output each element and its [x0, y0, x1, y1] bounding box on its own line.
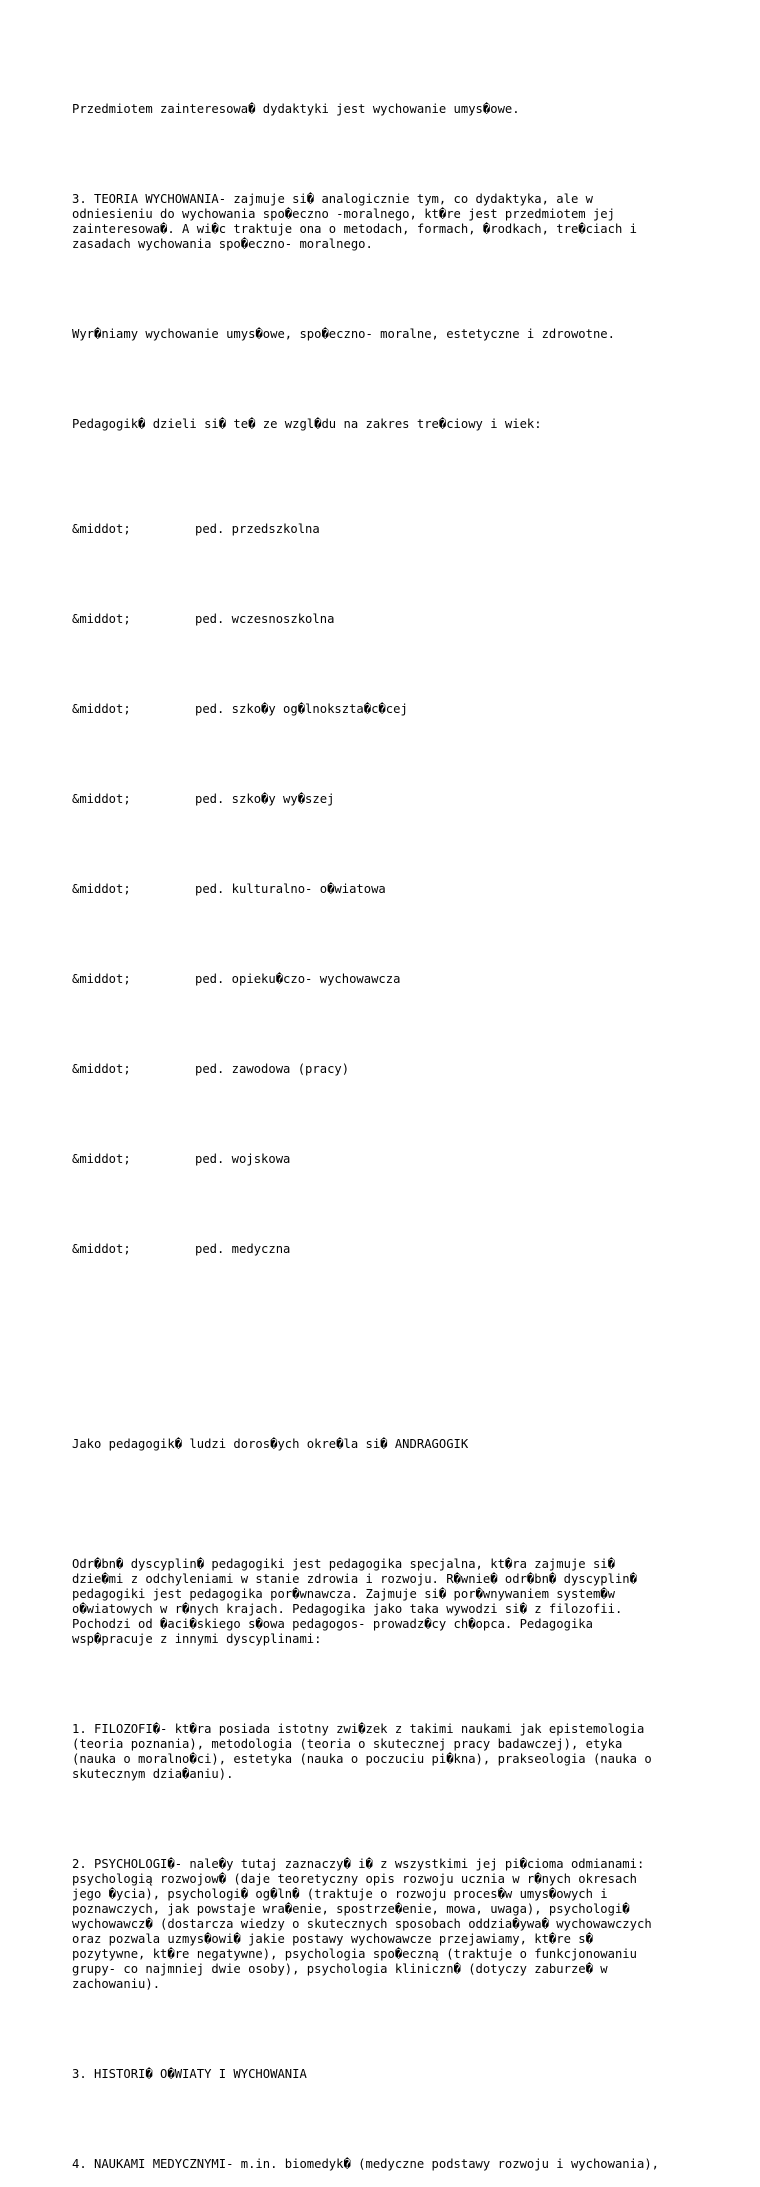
bullet-marker: &middot;: [72, 1152, 131, 1166]
list-item: [72, 882, 712, 897]
bullet-marker: &middot;: [72, 1242, 131, 1256]
bullet-marker: &middot;: [72, 792, 131, 806]
paragraph-kinds-of-upbringing: Wyr�niamy wychowanie umys�owe, spo�eczno- moralne, estetyczne i zdrowotne.: [72, 327, 615, 341]
bullet-marker: &middot;: [72, 612, 131, 626]
list-item: [72, 972, 712, 987]
paragraph-theory-of-upbringing: 3. TEORIA WYCHOWANIA- zajmuje si� analogicznie tym, co dydaktyka, ale w odniesieniu do wychowania spo�eczno -moralnego, kt�re jest przedmiotem jej zainteresowa�. A wi�c traktuje ona o metodach, formach, �rodkach, tre�ciach i zasadach wychowania spo�eczno- moralnego.: [72, 192, 637, 251]
list-item-text: ped. medyczna: [195, 1242, 291, 1256]
paragraph-andragogy: Jako pedagogik� ludzi doros�ych okre�la si� ANDRAGOGIK: [72, 1437, 469, 1451]
bullet-marker: &middot;: [72, 882, 131, 896]
bullet-marker: &middot;: [72, 522, 131, 536]
paragraph-pedagogy-division: Pedagogik� dzieli si� te� ze wzgl�du na zakres tre�ciowy i wiek:: [72, 417, 542, 431]
list-item-text: ped. kulturalno- o�wiatowa: [195, 882, 386, 896]
document-page: [72, 72, 712, 2187]
paragraph-special-pedagogy: Odr�bn� dyscyplin� pedagogiki jest pedagogika specjalna, kt�ra zajmuje si� dzie�mi z odchyleniami w stanie zdrowia i rozwoju. R�wnie� odr�bn� dyscyplin� pedagogiki jest pedagogika por�wnawcza. Zajmuje si� por�wnywaniem system�w o�wiatowych w r�nych krajach. Pedagogika jako taka wywodzi si� z filozofii. Pochodzi od �aci�skiego s�owa pedagogos- prowadz�cy ch�opca. Pedagogika wsp�pracuje z innymi dyscyplinami:: [72, 1557, 637, 1646]
paragraph-philosophy: 1. FILOZOFI�- kt�ra posiada istotny zwi�zek z takimi naukami jak epistemologia (teoria poznania), metodologia (teoria o skutecznej pracy badawczej), etyka (nauka o moralno�ci), estetyka (nauka o poczuciu pi�kna), prakseologia (nauka o skutecznym dzia�aniu).: [72, 1722, 652, 1781]
list-item: [72, 612, 712, 627]
paragraph-psychology: 2. PSYCHOLOGI�- nale�y tutaj zaznaczy� i� z wszystkimi jej pi�cioma odmianami: psychologią rozwojow� (daje teoretyczny opis rozwoju ucznia w r�nych okresach jego �ycia), psychologi� og�ln� (traktuje o rozwoju proces�w umys�owych i poznawczych, jak powstaje wra�enie, spostrze�enie, mowa, uwaga), psychologi� wychowawcz� (dostarcza wiedzy o skutecznych sposobach oddzia�ywa� wychowawczych oraz pozwala uzmys�owi� jakie postawy wychowawcze przejawiamy, kt�re s� pozytywne, kt�re negatywne), psychologia spo�eczną (traktuje o funkcjonowaniu grupy- co najmniej dwie osoby), psychologia kliniczn� (dotyczy zaburze� w zachowaniu).: [72, 1857, 652, 1991]
list-item: [72, 1242, 712, 1257]
list-item-text: ped. wczesnoszkolna: [195, 612, 335, 626]
list-item-text: ped. opieku�czo- wychowawcza: [195, 972, 401, 986]
list-item: [72, 1062, 712, 1077]
list-item-text: ped. szko�y wy�szej: [195, 792, 335, 806]
list-item-text: ped. szko�y og�lnokszta�c�cej: [195, 702, 408, 716]
bullet-marker: &middot;: [72, 702, 131, 716]
list-item: [72, 1152, 712, 1167]
list-item: [72, 792, 712, 807]
bullet-marker: &middot;: [72, 1062, 131, 1076]
list-item-text: ped. przedszkolna: [195, 522, 320, 536]
list-item-text: ped. wojskowa: [195, 1152, 291, 1166]
list-item-text: ped. zawodowa (pracy): [195, 1062, 350, 1076]
paragraph-medical-sciences: 4. NAUKAMI MEDYCZNYMI- m.in. biomedyk� (medyczne podstawy rozwoju i wychowania),: [72, 2157, 659, 2171]
bullet-marker: &middot;: [72, 972, 131, 986]
paragraph-history-of-education: 3. HISTORI� O�WIATY I WYCHOWANIA: [72, 2067, 307, 2081]
paragraph-didactics-interest: Przedmiotem zainteresowa� dydaktyki jest wychowanie umys�owe.: [72, 102, 520, 116]
list-item: [72, 522, 712, 537]
list-item: [72, 702, 712, 717]
